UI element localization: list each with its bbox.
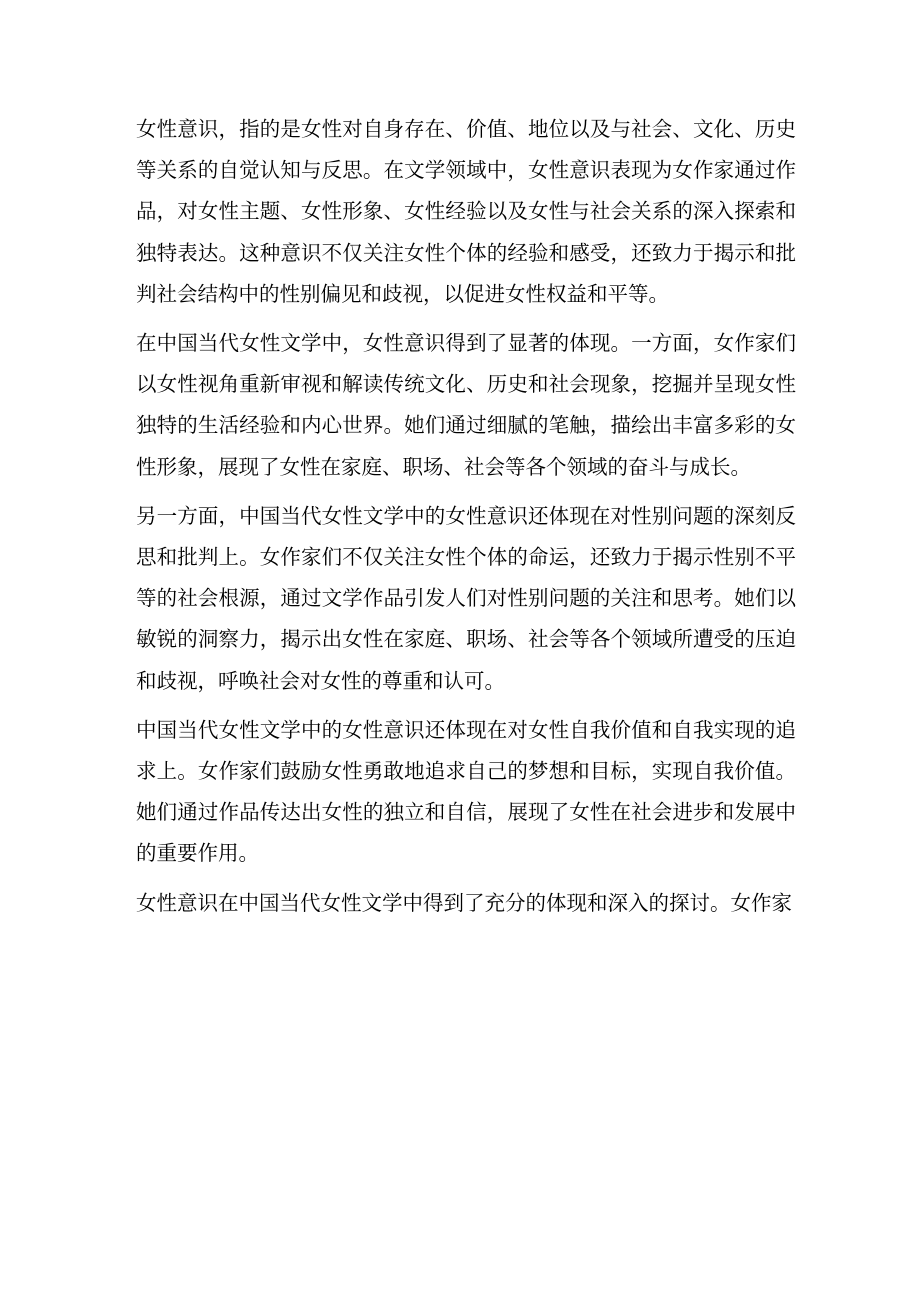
document-body [136, 109, 796, 932]
paragraph-2: 在中国当代女性文学中，女性意识得到了显著的体现。一方面，女作家们以女性视角重新审视和解读传统文化、历史和社会现象，挖掘并呈现女性独特的生活经验和内心世界。她们通过细腻的笔触，描绘出丰富多彩的女性形象，展现了女性在家庭、职场、社会等各个领域的奋斗与成长。 [136, 331, 796, 479]
paragraph-5: 女性意识在中国当代女性文学中得到了充分的体现和深入的探讨。女作家 [136, 890, 792, 915]
paragraph-4: 中国当代女性文学中的女性意识还体现在对女性自我价值和自我实现的追求上。女作家们鼓励女性勇敢地追求自己的梦想和目标，实现自我价值。她们通过作品传达出女性的独立和自信，展现了女性在社会进步和发展中的重要作用。 [136, 717, 796, 866]
paragraph-1: 女性意识，指的是女性对自身存在、价值、地位以及与社会、文化、历史等关系的自觉认知与反思。在文学领域中，女性意识表现为女作家通过作品，对女性主题、女性形象、女性经验以及女性与社会关系的深入探索和独特表达。这种意识不仅关注女性个体的经验和感受，还致力于揭示和批判社会结构中的性别偏见和歧视，以促进女性权益和平等。 [136, 117, 796, 306]
paragraph-3: 另一方面，中国当代女性文学中的女性意识还体现在对性别问题的深刻反思和批判上。女作家们不仅关注女性个体的命运，还致力于揭示性别不平等的社会根源，通过文学作品引发人们对性别问题的关注和思考。她们以敏锐的洞察力，揭示出女性在家庭、职场、社会等各个领域所遭受的压迫和歧视，呼唤社会对女性的尊重和认可。 [136, 503, 796, 693]
